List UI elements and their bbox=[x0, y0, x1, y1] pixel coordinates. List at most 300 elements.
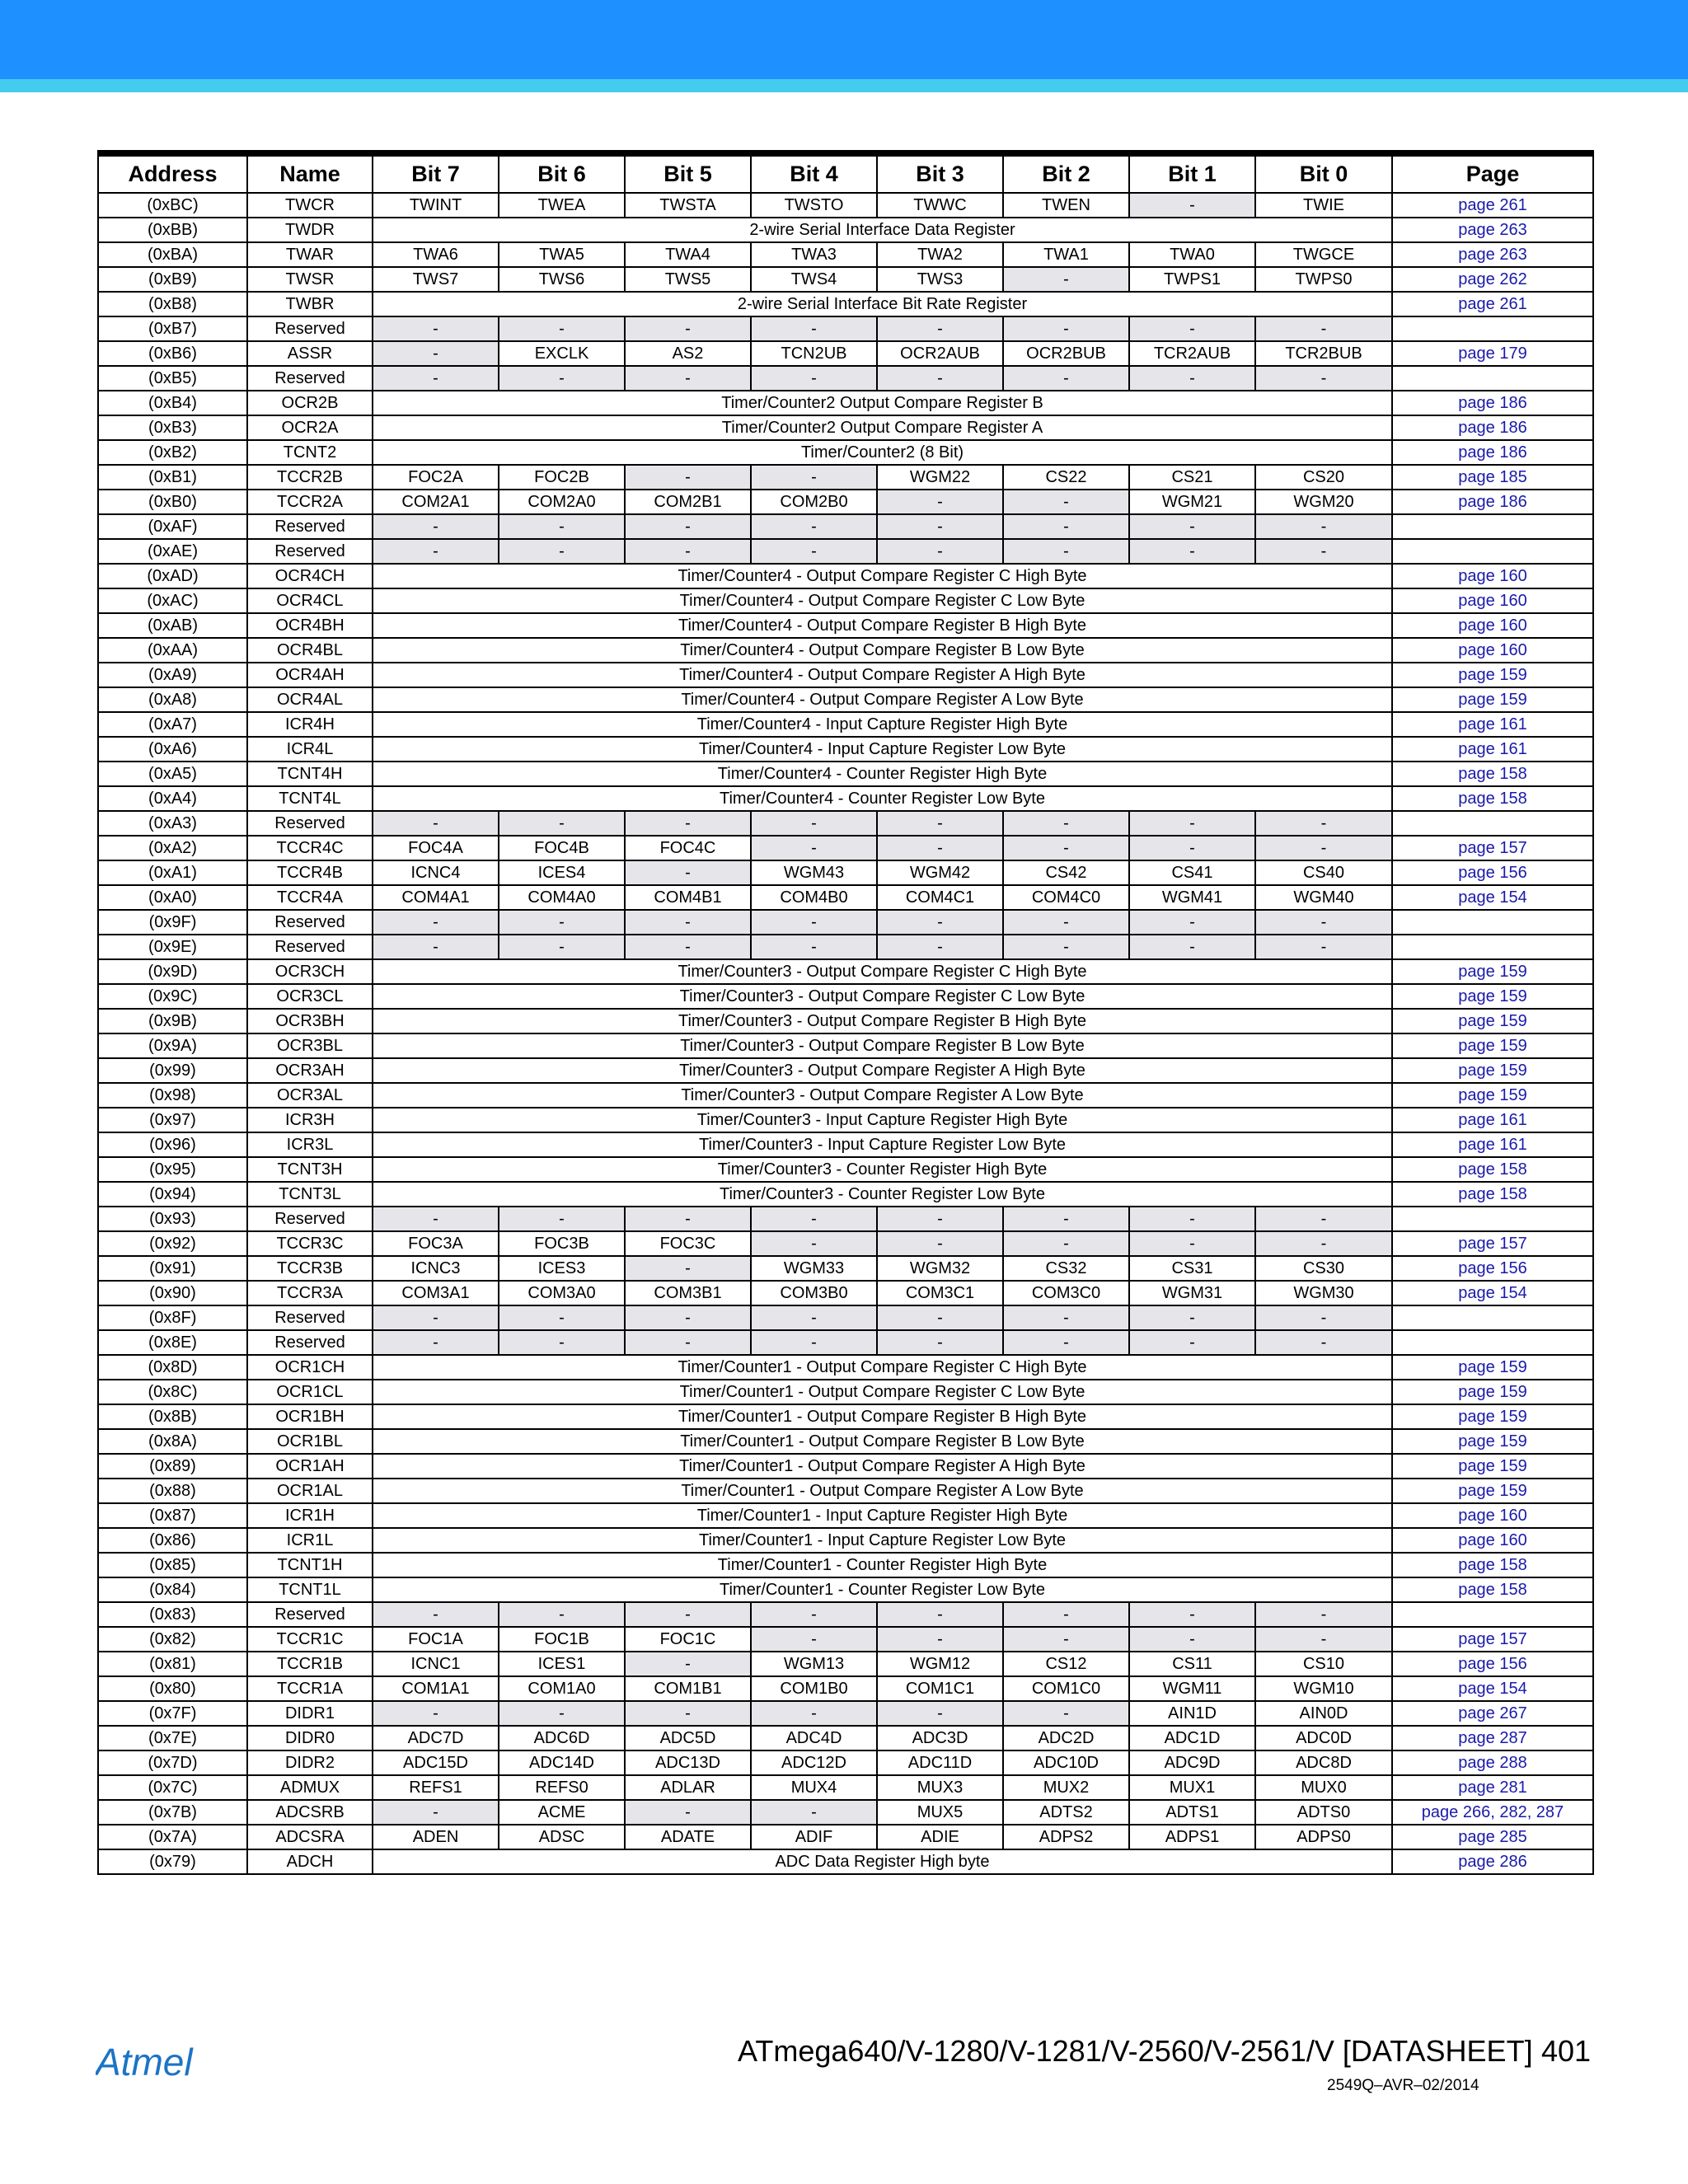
bit-cell: - bbox=[1003, 490, 1129, 514]
register-name-cell: TCCR2B bbox=[247, 465, 373, 490]
table-row bbox=[98, 1800, 1593, 1825]
header-bar bbox=[0, 0, 1688, 79]
register-description-cell: Timer/Counter4 - Output Compare Register A Low Byte bbox=[373, 687, 1392, 712]
register-name-cell: TCCR1A bbox=[247, 1676, 373, 1701]
page-link[interactable]: page 261 bbox=[1392, 292, 1593, 316]
bit-cell: - bbox=[877, 1701, 1003, 1726]
table-row bbox=[98, 1429, 1593, 1454]
bit-cell: - bbox=[625, 1305, 751, 1330]
bit-cell: - bbox=[499, 910, 625, 935]
page-link[interactable]: page 154 bbox=[1392, 885, 1593, 910]
page-link[interactable]: page 154 bbox=[1392, 1281, 1593, 1305]
page-link[interactable]: page 286 bbox=[1392, 1849, 1593, 1874]
table-row bbox=[98, 514, 1593, 539]
address-cell: (0xB1) bbox=[98, 465, 247, 490]
page-link[interactable]: page 157 bbox=[1392, 1627, 1593, 1652]
register-description-cell: Timer/Counter4 - Counter Register Low Byte bbox=[373, 786, 1392, 811]
page-link[interactable]: page 186 bbox=[1392, 490, 1593, 514]
bit-cell: - bbox=[1129, 193, 1255, 218]
bit-cell: - bbox=[877, 514, 1003, 539]
register-name-cell: ADCSRA bbox=[247, 1825, 373, 1849]
bit-cell: - bbox=[1255, 1330, 1392, 1355]
page-link[interactable]: page 161 bbox=[1392, 1108, 1593, 1132]
column-header: Bit 5 bbox=[625, 153, 751, 193]
page-link[interactable]: page 157 bbox=[1392, 836, 1593, 860]
register-name-cell: DIDR2 bbox=[247, 1750, 373, 1775]
table-row bbox=[98, 1750, 1593, 1775]
register-name-cell: TCCR1B bbox=[247, 1652, 373, 1676]
column-header: Bit 0 bbox=[1255, 153, 1392, 193]
table-row bbox=[98, 984, 1593, 1009]
table-row bbox=[98, 1132, 1593, 1157]
bit-cell: FOC1B bbox=[499, 1627, 625, 1652]
page-link[interactable]: page 158 bbox=[1392, 1157, 1593, 1182]
bit-cell: - bbox=[751, 1231, 877, 1256]
register-name-cell: TCNT4H bbox=[247, 762, 373, 786]
bit-cell: ICES1 bbox=[499, 1652, 625, 1676]
register-name-cell: Reserved bbox=[247, 316, 373, 341]
table-row bbox=[98, 1602, 1593, 1627]
register-description-cell: Timer/Counter1 - Output Compare Register A Low Byte bbox=[373, 1479, 1392, 1503]
page-link bbox=[1392, 1207, 1593, 1231]
bit-cell: ICNC4 bbox=[373, 860, 499, 885]
address-cell: (0x9A) bbox=[98, 1033, 247, 1058]
page-link[interactable]: page 156 bbox=[1392, 1652, 1593, 1676]
page-link[interactable]: page 160 bbox=[1392, 564, 1593, 588]
bit-cell: - bbox=[1003, 316, 1129, 341]
bit-cell: - bbox=[625, 514, 751, 539]
table-row bbox=[98, 539, 1593, 564]
bit-cell: FOC3A bbox=[373, 1231, 499, 1256]
page-link[interactable]: page 159 bbox=[1392, 1429, 1593, 1454]
address-cell: (0x87) bbox=[98, 1503, 247, 1528]
bit-cell: - bbox=[625, 1602, 751, 1627]
page-link[interactable]: page 159 bbox=[1392, 984, 1593, 1009]
address-cell: (0x84) bbox=[98, 1577, 247, 1602]
bit-cell: ADC12D bbox=[751, 1750, 877, 1775]
column-header: Bit 6 bbox=[499, 153, 625, 193]
register-name-cell: ADCSRB bbox=[247, 1800, 373, 1825]
address-cell: (0x8A) bbox=[98, 1429, 247, 1454]
bit-cell: - bbox=[1255, 366, 1392, 391]
page-link[interactable]: page 179 bbox=[1392, 341, 1593, 366]
address-cell: (0xB9) bbox=[98, 267, 247, 292]
bit-cell: - bbox=[877, 539, 1003, 564]
column-header: Page bbox=[1392, 153, 1593, 193]
register-description-cell: Timer/Counter1 - Output Compare Register C High Byte bbox=[373, 1355, 1392, 1380]
address-cell: (0x99) bbox=[98, 1058, 247, 1083]
bit-cell: - bbox=[625, 316, 751, 341]
register-name-cell: OCR3BL bbox=[247, 1033, 373, 1058]
table-row bbox=[98, 1305, 1593, 1330]
page-link[interactable]: page 159 bbox=[1392, 1009, 1593, 1033]
bit-cell: ADC14D bbox=[499, 1750, 625, 1775]
register-name-cell: OCR1AH bbox=[247, 1454, 373, 1479]
bit-cell: - bbox=[1129, 1602, 1255, 1627]
table-row bbox=[98, 1355, 1593, 1380]
address-cell: (0xB7) bbox=[98, 316, 247, 341]
page-link[interactable]: page 158 bbox=[1392, 1553, 1593, 1577]
address-cell: (0x8B) bbox=[98, 1404, 247, 1429]
register-description-cell: Timer/Counter3 - Input Capture Register Low Byte bbox=[373, 1132, 1392, 1157]
page-link[interactable]: page 159 bbox=[1392, 1454, 1593, 1479]
bit-cell: TCR2AUB bbox=[1129, 341, 1255, 366]
bit-cell: ADPS0 bbox=[1255, 1825, 1392, 1849]
register-name-cell: OCR4BH bbox=[247, 613, 373, 638]
page-link[interactable]: page 160 bbox=[1392, 1528, 1593, 1553]
register-name-cell: TCNT3H bbox=[247, 1157, 373, 1182]
register-name-cell: TWBR bbox=[247, 292, 373, 316]
register-name-cell: DIDR0 bbox=[247, 1726, 373, 1750]
bit-cell: ADIF bbox=[751, 1825, 877, 1849]
bit-cell: - bbox=[499, 1602, 625, 1627]
address-cell: (0x8D) bbox=[98, 1355, 247, 1380]
bit-cell: - bbox=[1003, 1701, 1129, 1726]
register-description-cell: Timer/Counter2 Output Compare Register A bbox=[373, 415, 1392, 440]
register-description-cell: Timer/Counter4 - Output Compare Register C Low Byte bbox=[373, 588, 1392, 613]
table-row bbox=[98, 1849, 1593, 1874]
register-name-cell: ASSR bbox=[247, 341, 373, 366]
bit-cell: TWA4 bbox=[625, 242, 751, 267]
bit-cell: AIN1D bbox=[1129, 1701, 1255, 1726]
register-description-cell: Timer/Counter1 - Counter Register Low Byte bbox=[373, 1577, 1392, 1602]
bit-cell: ADC4D bbox=[751, 1726, 877, 1750]
bit-cell: COM2B1 bbox=[625, 490, 751, 514]
bit-cell: WGM22 bbox=[877, 465, 1003, 490]
bit-cell: TWSTA bbox=[625, 193, 751, 218]
bit-cell: ICNC1 bbox=[373, 1652, 499, 1676]
bit-cell: - bbox=[373, 539, 499, 564]
register-description-cell: Timer/Counter2 Output Compare Register B bbox=[373, 391, 1392, 415]
table-row bbox=[98, 465, 1593, 490]
bit-cell: COM2A0 bbox=[499, 490, 625, 514]
bit-cell: - bbox=[1255, 316, 1392, 341]
register-description-cell: Timer/Counter4 - Output Compare Register A High Byte bbox=[373, 663, 1392, 687]
page-link[interactable]: page 266, 282, 287 bbox=[1392, 1800, 1593, 1825]
table-row bbox=[98, 1553, 1593, 1577]
page-link bbox=[1392, 316, 1593, 341]
register-name-cell: TCCR4A bbox=[247, 885, 373, 910]
table-row bbox=[98, 1281, 1593, 1305]
column-header: Bit 3 bbox=[877, 153, 1003, 193]
table-row bbox=[98, 786, 1593, 811]
register-description-cell: Timer/Counter4 - Output Compare Register C High Byte bbox=[373, 564, 1392, 588]
bit-cell: TWEN bbox=[1003, 193, 1129, 218]
bit-cell: TWA2 bbox=[877, 242, 1003, 267]
bit-cell: - bbox=[877, 1627, 1003, 1652]
page-link[interactable]: page 160 bbox=[1392, 588, 1593, 613]
address-cell: (0x91) bbox=[98, 1256, 247, 1281]
page-link[interactable]: page 186 bbox=[1392, 415, 1593, 440]
page-link[interactable]: page 161 bbox=[1392, 1132, 1593, 1157]
address-cell: (0x96) bbox=[98, 1132, 247, 1157]
page-link[interactable]: page 159 bbox=[1392, 663, 1593, 687]
bit-cell: - bbox=[625, 910, 751, 935]
page-link[interactable]: page 156 bbox=[1392, 860, 1593, 885]
bit-cell: - bbox=[1003, 1602, 1129, 1627]
register-description-cell: Timer/Counter4 - Counter Register High Byte bbox=[373, 762, 1392, 786]
bit-cell: - bbox=[751, 316, 877, 341]
register-name-cell: Reserved bbox=[247, 1207, 373, 1231]
page-link[interactable]: page 262 bbox=[1392, 267, 1593, 292]
page-link bbox=[1392, 1305, 1593, 1330]
bit-cell: ADC9D bbox=[1129, 1750, 1255, 1775]
bit-cell: MUX5 bbox=[877, 1800, 1003, 1825]
page-link[interactable]: page 186 bbox=[1392, 391, 1593, 415]
page-link[interactable]: page 160 bbox=[1392, 638, 1593, 663]
bit-cell: CS21 bbox=[1129, 465, 1255, 490]
bit-cell: WGM10 bbox=[1255, 1676, 1392, 1701]
bit-cell: ADC7D bbox=[373, 1726, 499, 1750]
bit-cell: TWPS0 bbox=[1255, 267, 1392, 292]
register-description-cell: Timer/Counter1 - Input Capture Register High Byte bbox=[373, 1503, 1392, 1528]
bit-cell: TWIE bbox=[1255, 193, 1392, 218]
register-name-cell: TCCR3C bbox=[247, 1231, 373, 1256]
page-link[interactable]: page 267 bbox=[1392, 1701, 1593, 1726]
bit-cell: - bbox=[1255, 811, 1392, 836]
register-name-cell: OCR1BH bbox=[247, 1404, 373, 1429]
bit-cell: FOC4B bbox=[499, 836, 625, 860]
bit-cell: - bbox=[751, 910, 877, 935]
bit-cell: - bbox=[1129, 910, 1255, 935]
bit-cell: CS31 bbox=[1129, 1256, 1255, 1281]
bit-cell: ADLAR bbox=[625, 1775, 751, 1800]
bit-cell: COM3B1 bbox=[625, 1281, 751, 1305]
register-name-cell: Reserved bbox=[247, 539, 373, 564]
bit-cell: - bbox=[1129, 1330, 1255, 1355]
page-link[interactable]: page 156 bbox=[1392, 1256, 1593, 1281]
register-name-cell: OCR3AH bbox=[247, 1058, 373, 1083]
table-row bbox=[98, 1825, 1593, 1849]
page-link[interactable]: page 263 bbox=[1392, 218, 1593, 242]
table-row bbox=[98, 1083, 1593, 1108]
bit-cell: - bbox=[1255, 910, 1392, 935]
page-link[interactable]: page 263 bbox=[1392, 242, 1593, 267]
bit-cell: - bbox=[877, 1602, 1003, 1627]
table-row bbox=[98, 391, 1593, 415]
page-link[interactable]: page 159 bbox=[1392, 687, 1593, 712]
register-name-cell: ICR4L bbox=[247, 737, 373, 762]
table-row bbox=[98, 292, 1593, 316]
bit-cell: - bbox=[751, 1800, 877, 1825]
bit-cell: ADC6D bbox=[499, 1726, 625, 1750]
table-row bbox=[98, 267, 1593, 292]
bit-cell: - bbox=[877, 316, 1003, 341]
address-cell: (0xA4) bbox=[98, 786, 247, 811]
address-cell: (0x9E) bbox=[98, 935, 247, 959]
bit-cell: - bbox=[499, 1701, 625, 1726]
bit-cell: COM2A1 bbox=[373, 490, 499, 514]
page-link bbox=[1392, 1602, 1593, 1627]
address-cell: (0x93) bbox=[98, 1207, 247, 1231]
svg-text:Atmel: Atmel bbox=[96, 2042, 193, 2083]
bit-cell: TCN2UB bbox=[751, 341, 877, 366]
table-row bbox=[98, 1182, 1593, 1207]
register-description-cell: Timer/Counter1 - Counter Register High Byte bbox=[373, 1553, 1392, 1577]
column-header: Address bbox=[98, 153, 247, 193]
address-cell: (0x8E) bbox=[98, 1330, 247, 1355]
bit-cell: TWA5 bbox=[499, 242, 625, 267]
register-name-cell: ADCH bbox=[247, 1849, 373, 1874]
column-header: Bit 2 bbox=[1003, 153, 1129, 193]
bit-cell: CS30 bbox=[1255, 1256, 1392, 1281]
register-name-cell: TWDR bbox=[247, 218, 373, 242]
table-row bbox=[98, 885, 1593, 910]
table-row bbox=[98, 836, 1593, 860]
register-name-cell: OCR4AL bbox=[247, 687, 373, 712]
table-row bbox=[98, 613, 1593, 638]
address-cell: (0x7F) bbox=[98, 1701, 247, 1726]
address-cell: (0xA7) bbox=[98, 712, 247, 737]
bit-cell: - bbox=[751, 811, 877, 836]
register-description-cell: 2-wire Serial Interface Data Register bbox=[373, 218, 1392, 242]
bit-cell: - bbox=[877, 490, 1003, 514]
table-row bbox=[98, 1577, 1593, 1602]
register-name-cell: OCR1CH bbox=[247, 1355, 373, 1380]
page-link[interactable]: page 261 bbox=[1392, 193, 1593, 218]
bit-cell: - bbox=[877, 1330, 1003, 1355]
bit-cell: - bbox=[1255, 1231, 1392, 1256]
register-name-cell: OCR3BH bbox=[247, 1009, 373, 1033]
page-link[interactable]: page 159 bbox=[1392, 1033, 1593, 1058]
bit-cell: ADC2D bbox=[1003, 1726, 1129, 1750]
page-link[interactable]: page 159 bbox=[1392, 1355, 1593, 1380]
page-link[interactable]: page 159 bbox=[1392, 1479, 1593, 1503]
bit-cell: WGM21 bbox=[1129, 490, 1255, 514]
register-name-cell: OCR1AL bbox=[247, 1479, 373, 1503]
page-link[interactable]: page 159 bbox=[1392, 1404, 1593, 1429]
page-link[interactable]: page 159 bbox=[1392, 1058, 1593, 1083]
page-link[interactable]: page 160 bbox=[1392, 613, 1593, 638]
bit-cell: COM4B1 bbox=[625, 885, 751, 910]
bit-cell: ACME bbox=[499, 1800, 625, 1825]
page-link[interactable]: page 159 bbox=[1392, 1083, 1593, 1108]
bit-cell: CS42 bbox=[1003, 860, 1129, 885]
page-link[interactable]: page 287 bbox=[1392, 1726, 1593, 1750]
address-cell: (0xAC) bbox=[98, 588, 247, 613]
page-link bbox=[1392, 366, 1593, 391]
page-link[interactable]: page 158 bbox=[1392, 786, 1593, 811]
bit-cell: COM1A0 bbox=[499, 1676, 625, 1701]
address-cell: (0x85) bbox=[98, 1553, 247, 1577]
register-description-cell: Timer/Counter1 - Input Capture Register Low Byte bbox=[373, 1528, 1392, 1553]
register-description-cell: Timer/Counter3 - Output Compare Register C Low Byte bbox=[373, 984, 1392, 1009]
bit-cell: EXCLK bbox=[499, 341, 625, 366]
bit-cell: - bbox=[1129, 316, 1255, 341]
address-cell: (0x82) bbox=[98, 1627, 247, 1652]
page-link[interactable]: page 158 bbox=[1392, 1182, 1593, 1207]
register-name-cell: TCNT3L bbox=[247, 1182, 373, 1207]
page-link[interactable]: page 157 bbox=[1392, 1231, 1593, 1256]
address-cell: (0xB0) bbox=[98, 490, 247, 514]
bit-cell: COM1B0 bbox=[751, 1676, 877, 1701]
bit-cell: FOC1A bbox=[373, 1627, 499, 1652]
bit-cell: - bbox=[625, 366, 751, 391]
address-cell: (0xAD) bbox=[98, 564, 247, 588]
bit-cell: COM4C0 bbox=[1003, 885, 1129, 910]
table-row bbox=[98, 242, 1593, 267]
register-name-cell: OCR3CH bbox=[247, 959, 373, 984]
bit-cell: WGM30 bbox=[1255, 1281, 1392, 1305]
page-link[interactable]: page 185 bbox=[1392, 465, 1593, 490]
table-row bbox=[98, 1652, 1593, 1676]
bit-cell: - bbox=[1003, 267, 1129, 292]
bit-cell: - bbox=[1003, 1207, 1129, 1231]
page-link[interactable]: page 281 bbox=[1392, 1775, 1593, 1800]
address-cell: (0xA8) bbox=[98, 687, 247, 712]
bit-cell: - bbox=[1129, 811, 1255, 836]
address-cell: (0x7C) bbox=[98, 1775, 247, 1800]
bit-cell: - bbox=[625, 811, 751, 836]
address-cell: (0x81) bbox=[98, 1652, 247, 1676]
page-link[interactable]: page 160 bbox=[1392, 1503, 1593, 1528]
column-header: Name bbox=[247, 153, 373, 193]
page-link[interactable]: page 161 bbox=[1392, 737, 1593, 762]
page-link bbox=[1392, 811, 1593, 836]
bit-cell: - bbox=[1129, 836, 1255, 860]
bit-cell: COM3C1 bbox=[877, 1281, 1003, 1305]
register-name-cell: ICR4H bbox=[247, 712, 373, 737]
page-link[interactable]: page 158 bbox=[1392, 1577, 1593, 1602]
bit-cell: ADEN bbox=[373, 1825, 499, 1849]
bit-cell: CS40 bbox=[1255, 860, 1392, 885]
bit-cell: - bbox=[373, 1330, 499, 1355]
page-link[interactable]: page 154 bbox=[1392, 1676, 1593, 1701]
page-link[interactable]: page 288 bbox=[1392, 1750, 1593, 1775]
register-name-cell: TCCR3B bbox=[247, 1256, 373, 1281]
bit-cell: - bbox=[1003, 1627, 1129, 1652]
table-row bbox=[98, 935, 1593, 959]
address-cell: (0xBC) bbox=[98, 193, 247, 218]
address-cell: (0xB8) bbox=[98, 292, 247, 316]
bit-cell: - bbox=[1255, 1627, 1392, 1652]
register-description-cell: Timer/Counter1 - Output Compare Register C Low Byte bbox=[373, 1380, 1392, 1404]
bit-cell: - bbox=[1255, 836, 1392, 860]
page-link[interactable]: page 158 bbox=[1392, 762, 1593, 786]
page-link[interactable]: page 159 bbox=[1392, 1380, 1593, 1404]
page-link[interactable]: page 161 bbox=[1392, 712, 1593, 737]
register-description-cell: Timer/Counter3 - Input Capture Register High Byte bbox=[373, 1108, 1392, 1132]
bit-cell: TWA0 bbox=[1129, 242, 1255, 267]
bit-cell: - bbox=[373, 1207, 499, 1231]
table-row bbox=[98, 1701, 1593, 1726]
bit-cell: OCR2AUB bbox=[877, 341, 1003, 366]
register-name-cell: Reserved bbox=[247, 1602, 373, 1627]
bit-cell: FOC2A bbox=[373, 465, 499, 490]
page-link[interactable]: page 186 bbox=[1392, 440, 1593, 465]
table-row bbox=[98, 490, 1593, 514]
page-link[interactable]: page 159 bbox=[1392, 959, 1593, 984]
bit-cell: - bbox=[877, 836, 1003, 860]
page-link bbox=[1392, 1330, 1593, 1355]
bit-cell: ADSC bbox=[499, 1825, 625, 1849]
bit-cell: TWGCE bbox=[1255, 242, 1392, 267]
table-row bbox=[98, 341, 1593, 366]
bit-cell: COM1C0 bbox=[1003, 1676, 1129, 1701]
register-summary-table bbox=[97, 150, 1594, 1875]
register-description-cell: ADC Data Register High byte bbox=[373, 1849, 1392, 1874]
address-cell: (0xAF) bbox=[98, 514, 247, 539]
bit-cell: MUX0 bbox=[1255, 1775, 1392, 1800]
page-link[interactable]: page 285 bbox=[1392, 1825, 1593, 1849]
bit-cell: ADC1D bbox=[1129, 1726, 1255, 1750]
bit-cell: COM4A1 bbox=[373, 885, 499, 910]
bit-cell: ADPS2 bbox=[1003, 1825, 1129, 1849]
bit-cell: - bbox=[877, 1305, 1003, 1330]
bit-cell: - bbox=[1129, 539, 1255, 564]
bit-cell: WGM11 bbox=[1129, 1676, 1255, 1701]
register-description-cell: Timer/Counter4 - Output Compare Register B Low Byte bbox=[373, 638, 1392, 663]
